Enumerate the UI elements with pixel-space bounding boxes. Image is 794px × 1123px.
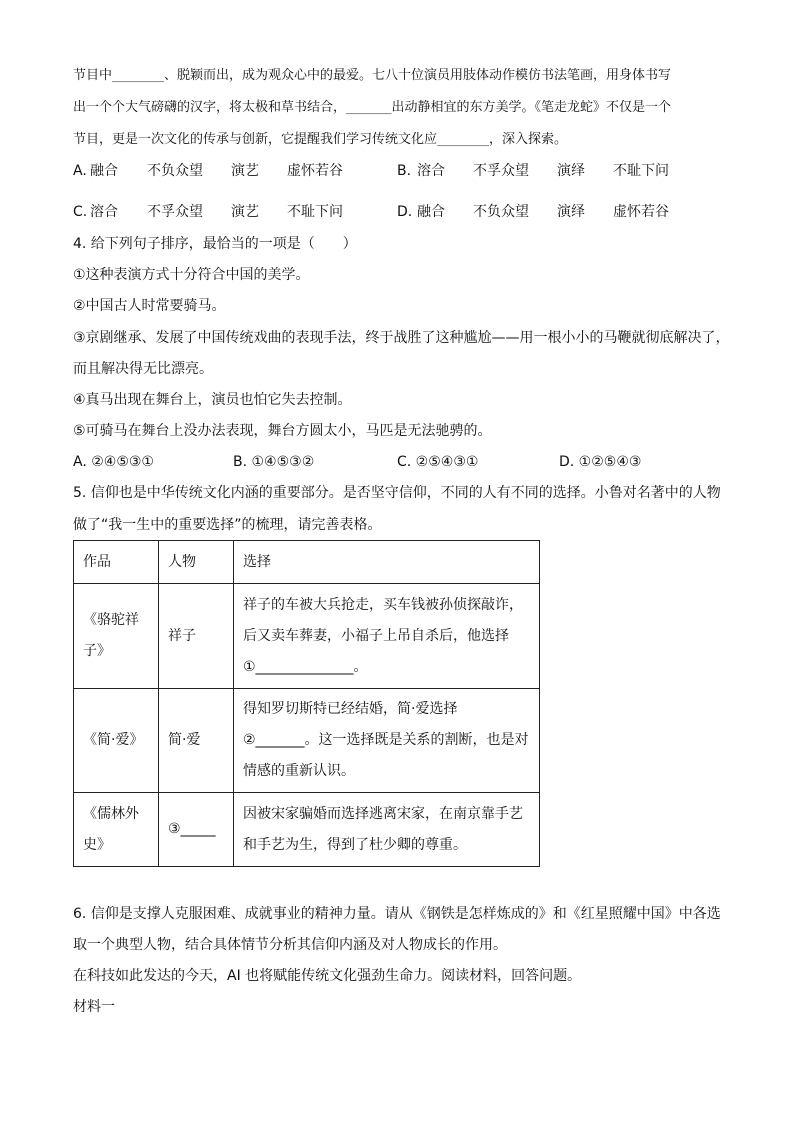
choice-text: 和手艺为生，得到了杜少卿的尊重。: [243, 836, 467, 853]
choice-text: 情感的重新认识。: [243, 763, 355, 779]
q4-sentence-4: ④真马出现在舞台上，演员也怕它失去控制。: [73, 392, 352, 408]
work-text: 《儒林外: [83, 805, 139, 822]
q5-stem-1: 5. 信仰也是中华传统文化内涵的重要部分。是否坚守信仰，不同的人有不同的选择。小鲁对名著中的人物: [73, 485, 721, 501]
q6-line-1: 6. 信仰是支撑人克服困难、成就事业的精神力量。请从《钢铁是怎样炼成的》和《红星照耀中国》中各选: [73, 906, 721, 922]
q4-option-c: C. ②⑤④③①: [397, 454, 479, 470]
passage-line-2: 出一个个大气磅礴的汉字，将太极和草书结合，_______出动静相宜的东方美学。《笔走龙蛇》不仅是一个: [73, 100, 672, 115]
table-row: [74, 584, 540, 689]
option-word: 虚怀若谷: [287, 163, 343, 179]
option-word: 虚怀若谷: [613, 204, 669, 220]
answer-blank-3[interactable]: ③_____: [159, 793, 234, 867]
header-person: 人物: [159, 541, 234, 584]
cell-choice: [234, 584, 540, 689]
choice-table: [73, 540, 540, 867]
passage-line-3: 节目，更是一次文化的传承与创新，它提醒我们学习传统文化应________，深入探索。: [73, 132, 568, 147]
work-text: 子》: [83, 643, 111, 659]
q4-sentence-1: ①这种表演方式十分符合中国的美学。: [73, 267, 310, 283]
option-letter: A.: [73, 163, 87, 179]
option-word: 融合: [417, 204, 445, 220]
option-word: 演绎: [557, 204, 585, 220]
q5-stem-2: 做了“我一生中的重要选择”的梳理，请完善表格。: [73, 517, 382, 533]
choice-text: 因被宋家骗婚而选择逃离宋家，在南京靠手艺: [243, 805, 523, 822]
option-word: 不孚众望: [473, 163, 529, 179]
work-text: 史》: [83, 836, 111, 853]
cell-person: 简·爱: [159, 689, 234, 793]
option-letter: C.: [73, 204, 88, 220]
q4-option-d: D. ①②⑤④③: [559, 454, 642, 470]
option-word: 不耻下问: [287, 204, 343, 220]
option-word: 不耻下问: [613, 163, 669, 179]
cell-work: 《简·爱》: [74, 689, 159, 793]
option-word: 演艺: [231, 204, 259, 220]
passage-line-1: 节目中________、脱颖而出，成为观众心中的最爱。七八十位演员用肢体动作模仿书法笔画，用身体书写: [73, 68, 672, 83]
option-word: 不负众望: [147, 163, 203, 179]
option-word: 融合: [90, 163, 118, 179]
work-text: 《骆驼祥: [83, 612, 139, 628]
q4-sentence-5: ⑤可骑马在舞台上没办法表现，舞台方圆太小，马匹是无法驰骋的。: [73, 423, 492, 439]
option-word: 不孚众望: [147, 204, 203, 220]
cell-work: [74, 793, 159, 867]
q4-option-a: A. ②④⑤③①: [73, 454, 154, 470]
table-row: [74, 793, 540, 867]
choice-text: 后又卖车葬妻，小福子上吊自杀后，他选择: [243, 627, 509, 644]
intro-text: 在科技如此发达的今天，AI 也将赋能传统文化强劲生命力。阅读材料，回答问题。: [73, 968, 582, 984]
q4-sentence-2: ②中国古人时常要骑马。: [73, 298, 226, 314]
choice-text: 得知罗切斯特已经结婚，简·爱选择: [243, 701, 458, 717]
q4-stem: 4. 给下列句子排序，最恰当的一项是（ ）: [73, 236, 357, 252]
option-word: 不负众望: [473, 204, 529, 220]
q4-sentence-3b: 而且解决得无比漂亮。: [73, 361, 213, 377]
material-label: 材料一: [73, 999, 115, 1015]
table-header-row: [74, 541, 540, 584]
option-letter: D.: [397, 204, 413, 220]
cell-work: [74, 584, 159, 689]
option-word: 溶合: [90, 204, 118, 220]
cell-choice: [234, 793, 540, 867]
option-word: 演艺: [231, 163, 259, 179]
q4-option-b: B. ①④⑤③②: [233, 454, 315, 470]
answer-blank-1[interactable]: ①______________。: [243, 658, 368, 675]
table-row: [74, 689, 540, 793]
q4-sentence-3a: ③京剧继承、发展了中国传统戏曲的表现手法，终于战胜了这种尴尬——用一根小小的马鞭就彻底解决了，: [73, 330, 730, 346]
header-choice: 选择: [234, 541, 540, 584]
cell-person: 祥子: [159, 584, 234, 689]
q6-line-2: 取一个典型人物，结合具体情节分析其信仰内涵及对人物成长的作用。: [73, 937, 507, 953]
header-work: 作品: [74, 541, 159, 584]
answer-blank-2[interactable]: ②_______。这一选择既是关系的割断，也是对: [243, 732, 529, 748]
cell-choice: [234, 689, 540, 793]
choice-text: 祥子的车被大兵抢走，买车钱被孙侦探敲诈，: [243, 596, 523, 613]
option-word: 溶合: [417, 163, 445, 179]
option-letter: B.: [397, 163, 412, 179]
option-word: 演绎: [557, 163, 585, 179]
